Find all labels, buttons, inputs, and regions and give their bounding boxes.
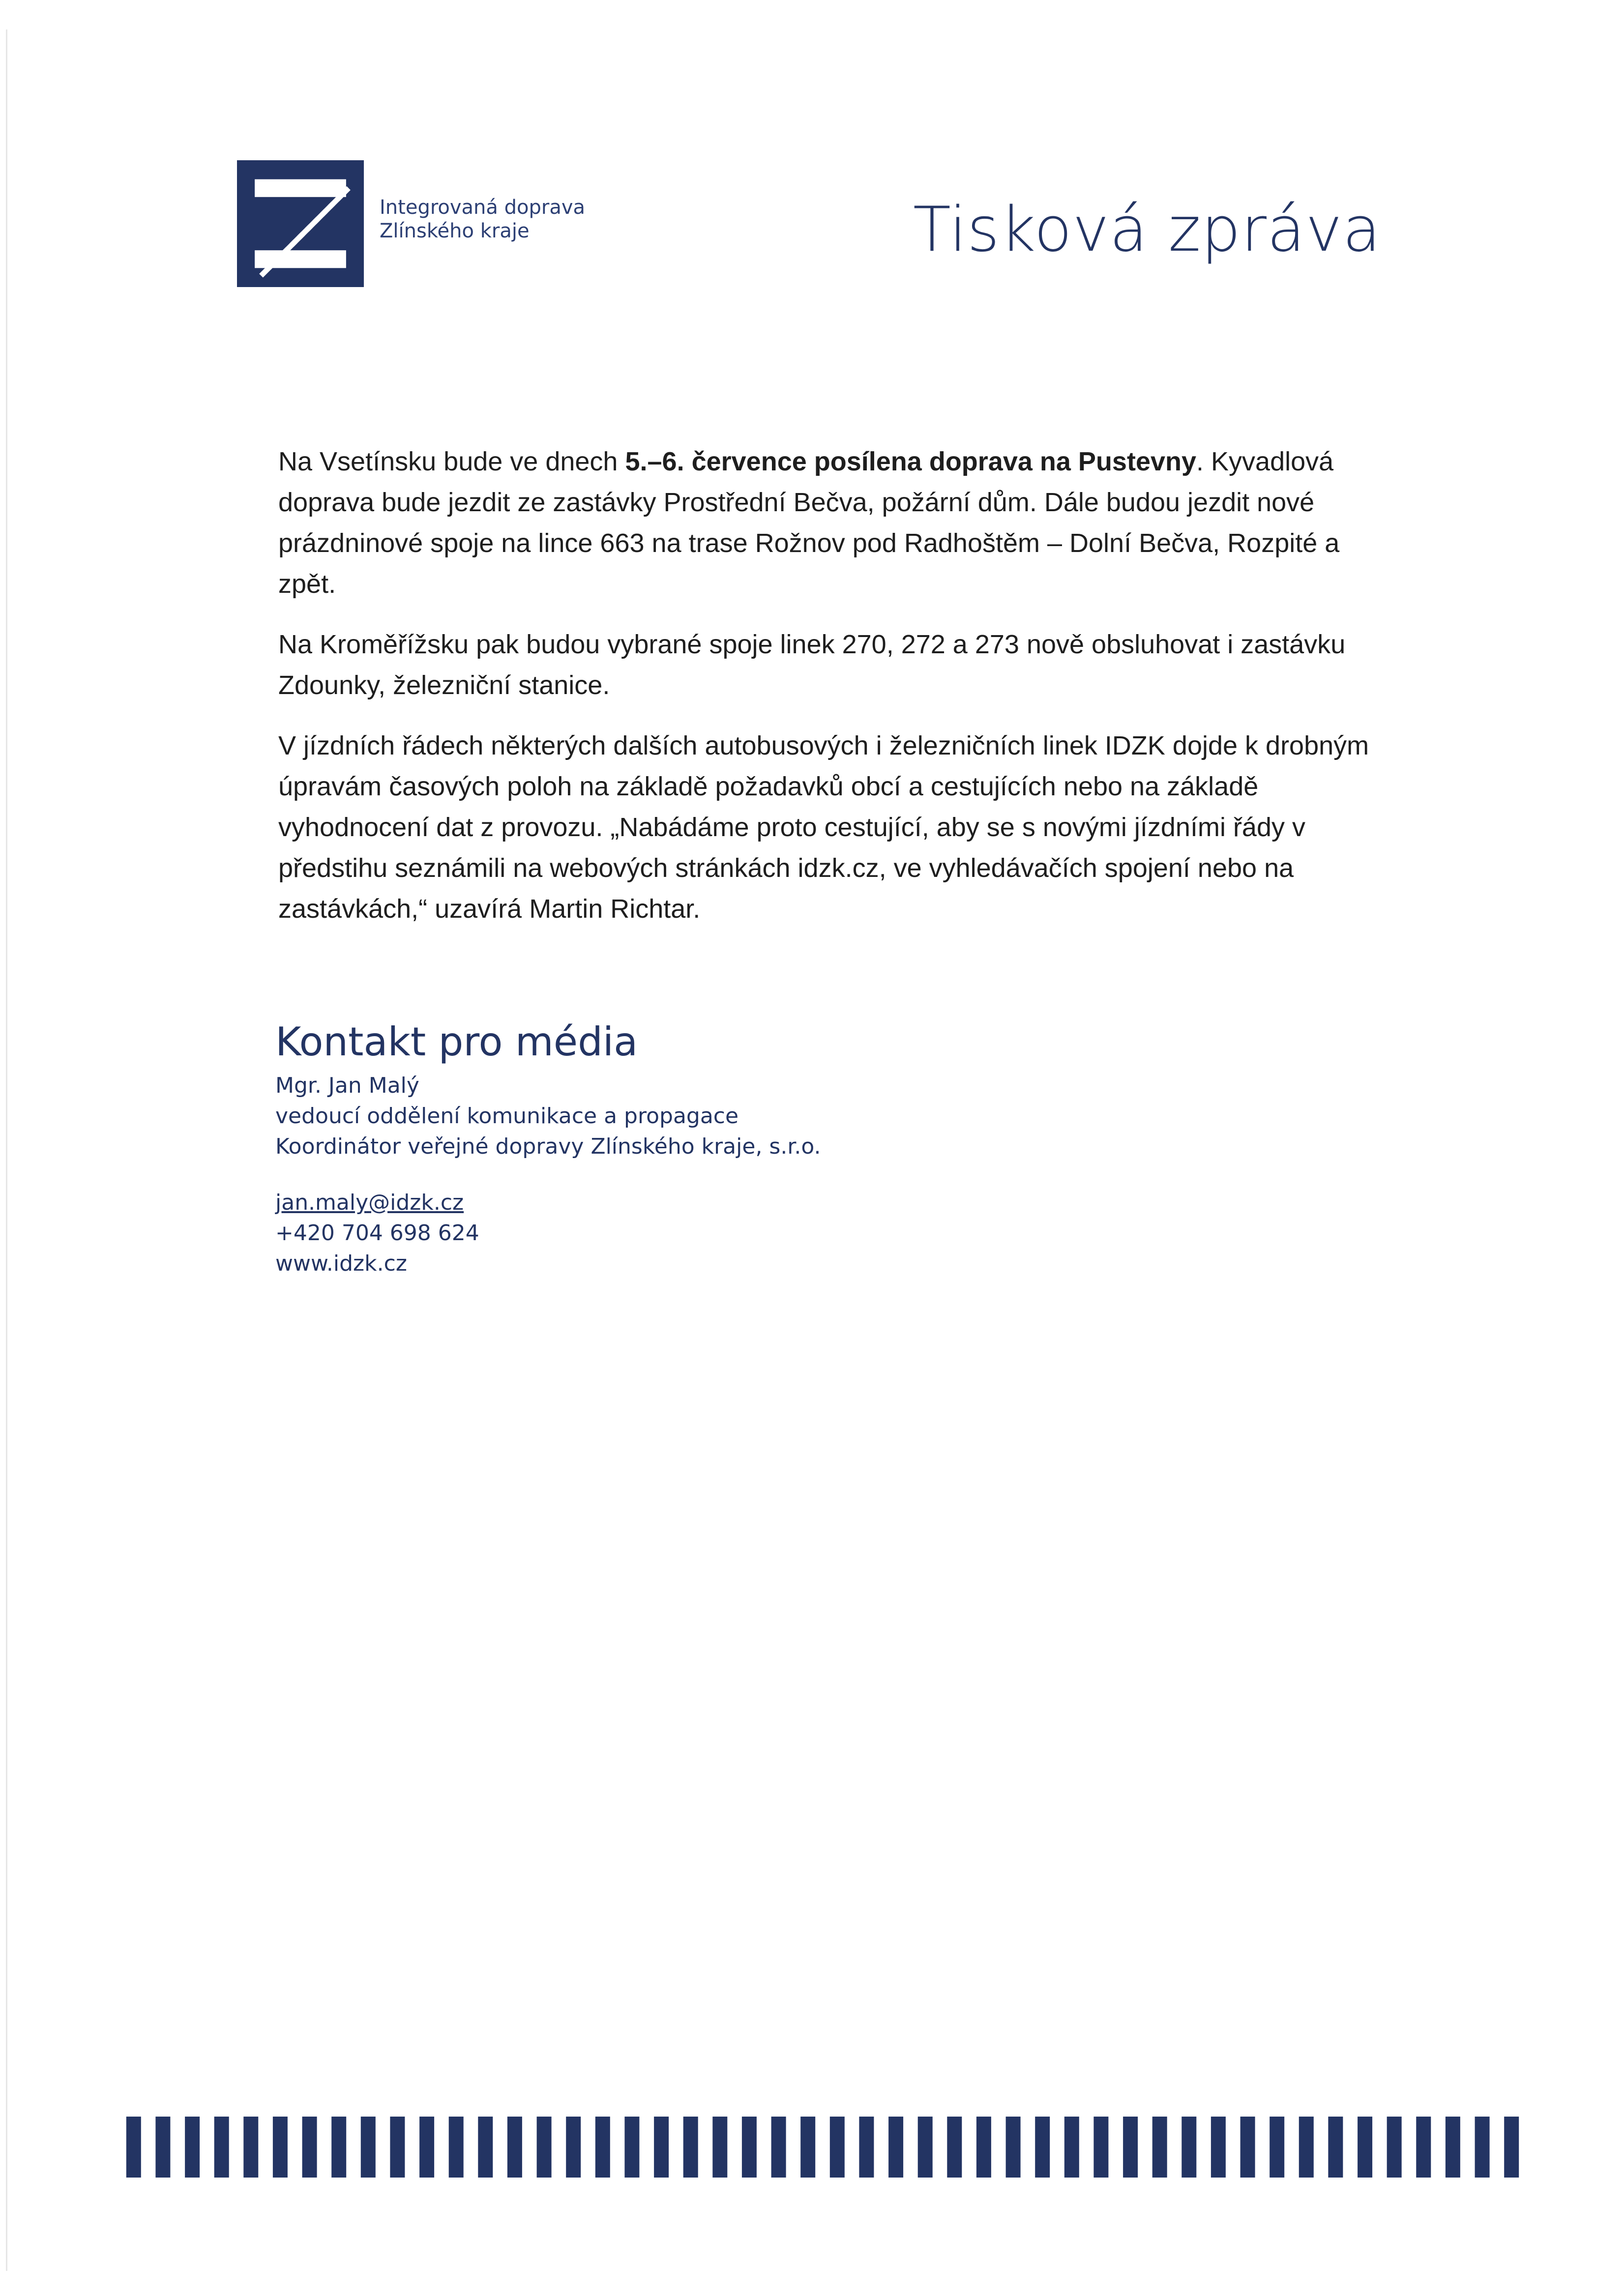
footer-bar	[712, 2117, 727, 2178]
z-logo-icon	[237, 160, 364, 287]
footer-bar	[1504, 2117, 1519, 2178]
footer-bar	[1211, 2117, 1226, 2178]
footer-bar	[683, 2117, 698, 2178]
press-release-body	[278, 441, 1380, 949]
footer-bar	[888, 2117, 903, 2178]
footer-bar	[1123, 2117, 1138, 2178]
document-title: Tisková zpráva	[913, 193, 1381, 265]
footer-bar	[419, 2117, 434, 2178]
footer-bar	[566, 2117, 581, 2178]
footer-bar	[1006, 2117, 1021, 2178]
footer-bar	[302, 2117, 317, 2178]
footer-bar	[1181, 2117, 1196, 2178]
contact-name: Mgr. Jan Malý	[275, 1073, 419, 1098]
footer-bar	[449, 2117, 464, 2178]
paragraph-1-intro: Na Vsetínsku bude ve dnech	[278, 447, 625, 476]
footer-bar	[1035, 2117, 1050, 2178]
footer-bar	[1240, 2117, 1255, 2178]
organization-name-line1: Integrovaná doprava	[380, 196, 586, 219]
footer-bar	[1416, 2117, 1431, 2178]
footer-bar	[1446, 2117, 1460, 2178]
footer-bar	[654, 2117, 669, 2178]
footer-bar	[537, 2117, 552, 2178]
paragraph-1	[278, 441, 1380, 605]
paragraph-2: Na Kroměřížsku pak budou vybrané spoje linek 270, 272 a 273 nově obsluhovat i zastávku Zdounky, železniční stanice.	[278, 630, 1346, 700]
organization-name	[380, 196, 585, 243]
footer-bar	[331, 2117, 346, 2178]
footer-bar	[1358, 2117, 1372, 2178]
footer-bar	[595, 2117, 610, 2178]
contact-web-link[interactable]: www.idzk.cz	[275, 1251, 407, 1276]
footer-bar	[947, 2117, 962, 2178]
footer-bar	[1475, 2117, 1490, 2178]
footer-bar	[859, 2117, 874, 2178]
contact-company: Koordinátor veřejné dopravy Zlínského kraje, s.r.o.	[275, 1134, 821, 1159]
footer-bar	[478, 2117, 493, 2178]
footer-bar	[273, 2117, 288, 2178]
footer-bar	[361, 2117, 376, 2178]
footer-bar	[1093, 2117, 1108, 2178]
footer-bar	[243, 2117, 258, 2178]
footer-bar	[624, 2117, 639, 2178]
footer-bar	[1270, 2117, 1284, 2178]
paragraph-1-highlight: 5.–6. července posílena doprava na Pustevny	[625, 447, 1197, 476]
contact-email-link[interactable]: jan.maly@idzk.cz	[275, 1190, 464, 1215]
footer-bar	[1152, 2117, 1167, 2178]
footer-bar	[742, 2117, 757, 2178]
footer-bar	[214, 2117, 229, 2178]
striped-bar-pattern	[119, 2117, 1526, 2178]
footer-bar	[155, 2117, 170, 2178]
media-contact	[275, 1017, 821, 1279]
paragraph-1-rest: . Kyvadlová doprava bude jezdit ze zastávky Prostřední Bečva, požární dům. Dále budou jezdit nové prázdninové spoje na lince 663 na trase Rožnov pod Radhoštěm – Dolní Bečva, Rozpité a zpět.	[278, 447, 1340, 599]
organization-name-line2: Zlínského kraje	[380, 220, 530, 242]
contact-heading: Kontakt pro média	[275, 1019, 638, 1065]
footer-bar	[976, 2117, 991, 2178]
footer-bar	[1328, 2117, 1343, 2178]
contact-phone: +420 704 698 624	[275, 1221, 479, 1246]
footer-bar	[390, 2117, 405, 2178]
footer-bar	[1387, 2117, 1402, 2178]
paragraph-3: V jízdních řádech některých dalších autobusových i železničních linek IDZK dojde k drobným úpravám časových poloh na základě požadavků obcí a cestujících nebo na základě vyhodnocení dat z provozu. „Nabádáme proto cestující, aby se s novými jízdními řády v předstihu seznámili na webových stránkách idzk.cz, ve vyhledávačích spojení nebo na zastávkách,“ uzavírá Martin Richtar.	[278, 731, 1369, 924]
footer-bar	[185, 2117, 200, 2178]
footer-bar	[830, 2117, 845, 2178]
contact-position: vedoucí oddělení komunikace a propagace	[275, 1104, 739, 1129]
footer-bar	[126, 2117, 141, 2178]
footer-bar	[507, 2117, 522, 2178]
page-edge	[6, 29, 7, 2271]
footer-bar	[771, 2117, 786, 2178]
footer-bar	[1299, 2117, 1314, 2178]
footer-bar	[918, 2117, 933, 2178]
footer-bar	[1064, 2117, 1079, 2178]
footer-bar	[800, 2117, 815, 2178]
